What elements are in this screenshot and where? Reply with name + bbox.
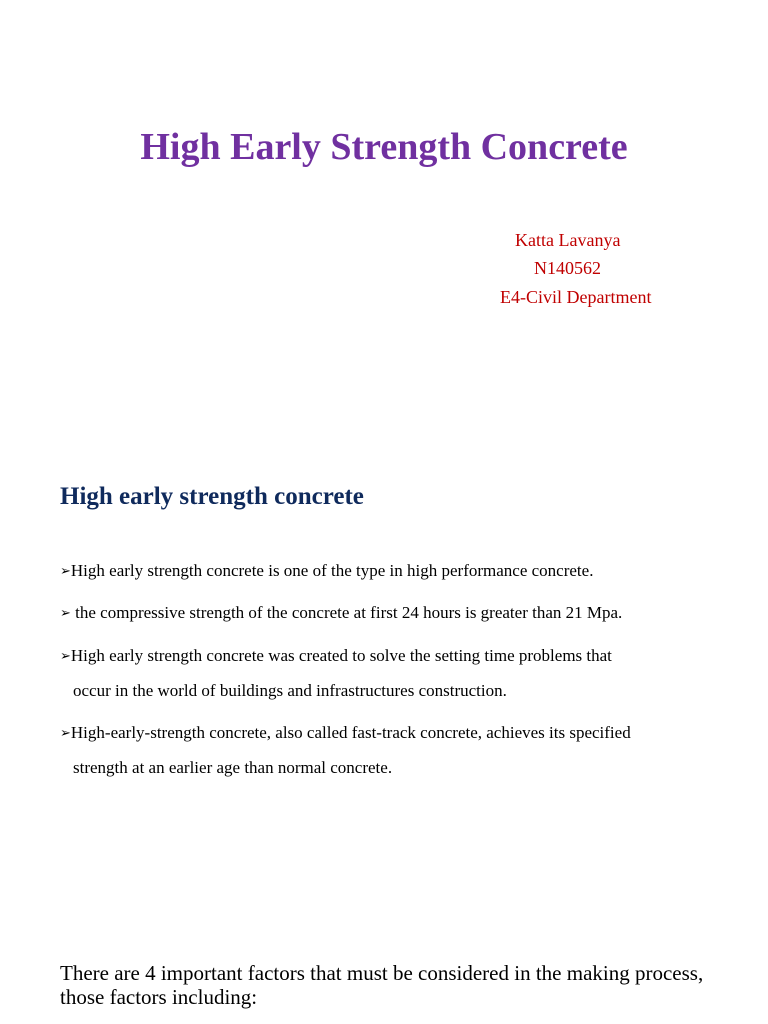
arrow-bullet-icon: ➢ [60,649,71,664]
bullet-text: High early strength concrete was created to solve the setting time problems that [70,646,612,665]
bullet-text-continued: strength at an earlier age than normal concrete. [73,758,393,777]
factors-intro-paragraph: There are 4 important factors that must be considered in the making process, those factors including: [60,961,704,1009]
page-title: High Early Strength Concrete [140,126,628,168]
bullet-item [60,596,720,631]
author-department: E4-Civil Department [500,287,652,307]
bullet-text: High-early-strength concrete, also called fast-track concrete, achieves its specified [70,723,631,742]
bullet-item [60,716,720,785]
section-heading: High early strength concrete [60,483,364,510]
bullet-item [60,554,720,589]
bullet-text-continued: occur in the world of buildings and infrastructures construction. [73,681,507,700]
author-id: N140562 [534,258,601,278]
arrow-bullet-icon: ➢ [60,726,71,741]
bullet-text: High early strength concrete is one of the type in high performance concrete. [70,561,594,580]
bullet-text: the compressive strength of the concrete at first 24 hours is greater than 21 Mpa. [70,603,623,622]
bullet-item [60,639,720,708]
author-name: Katta Lavanya [515,230,621,250]
arrow-bullet-icon: ➢ [60,564,71,579]
arrow-bullet-icon: ➢ [60,606,71,621]
